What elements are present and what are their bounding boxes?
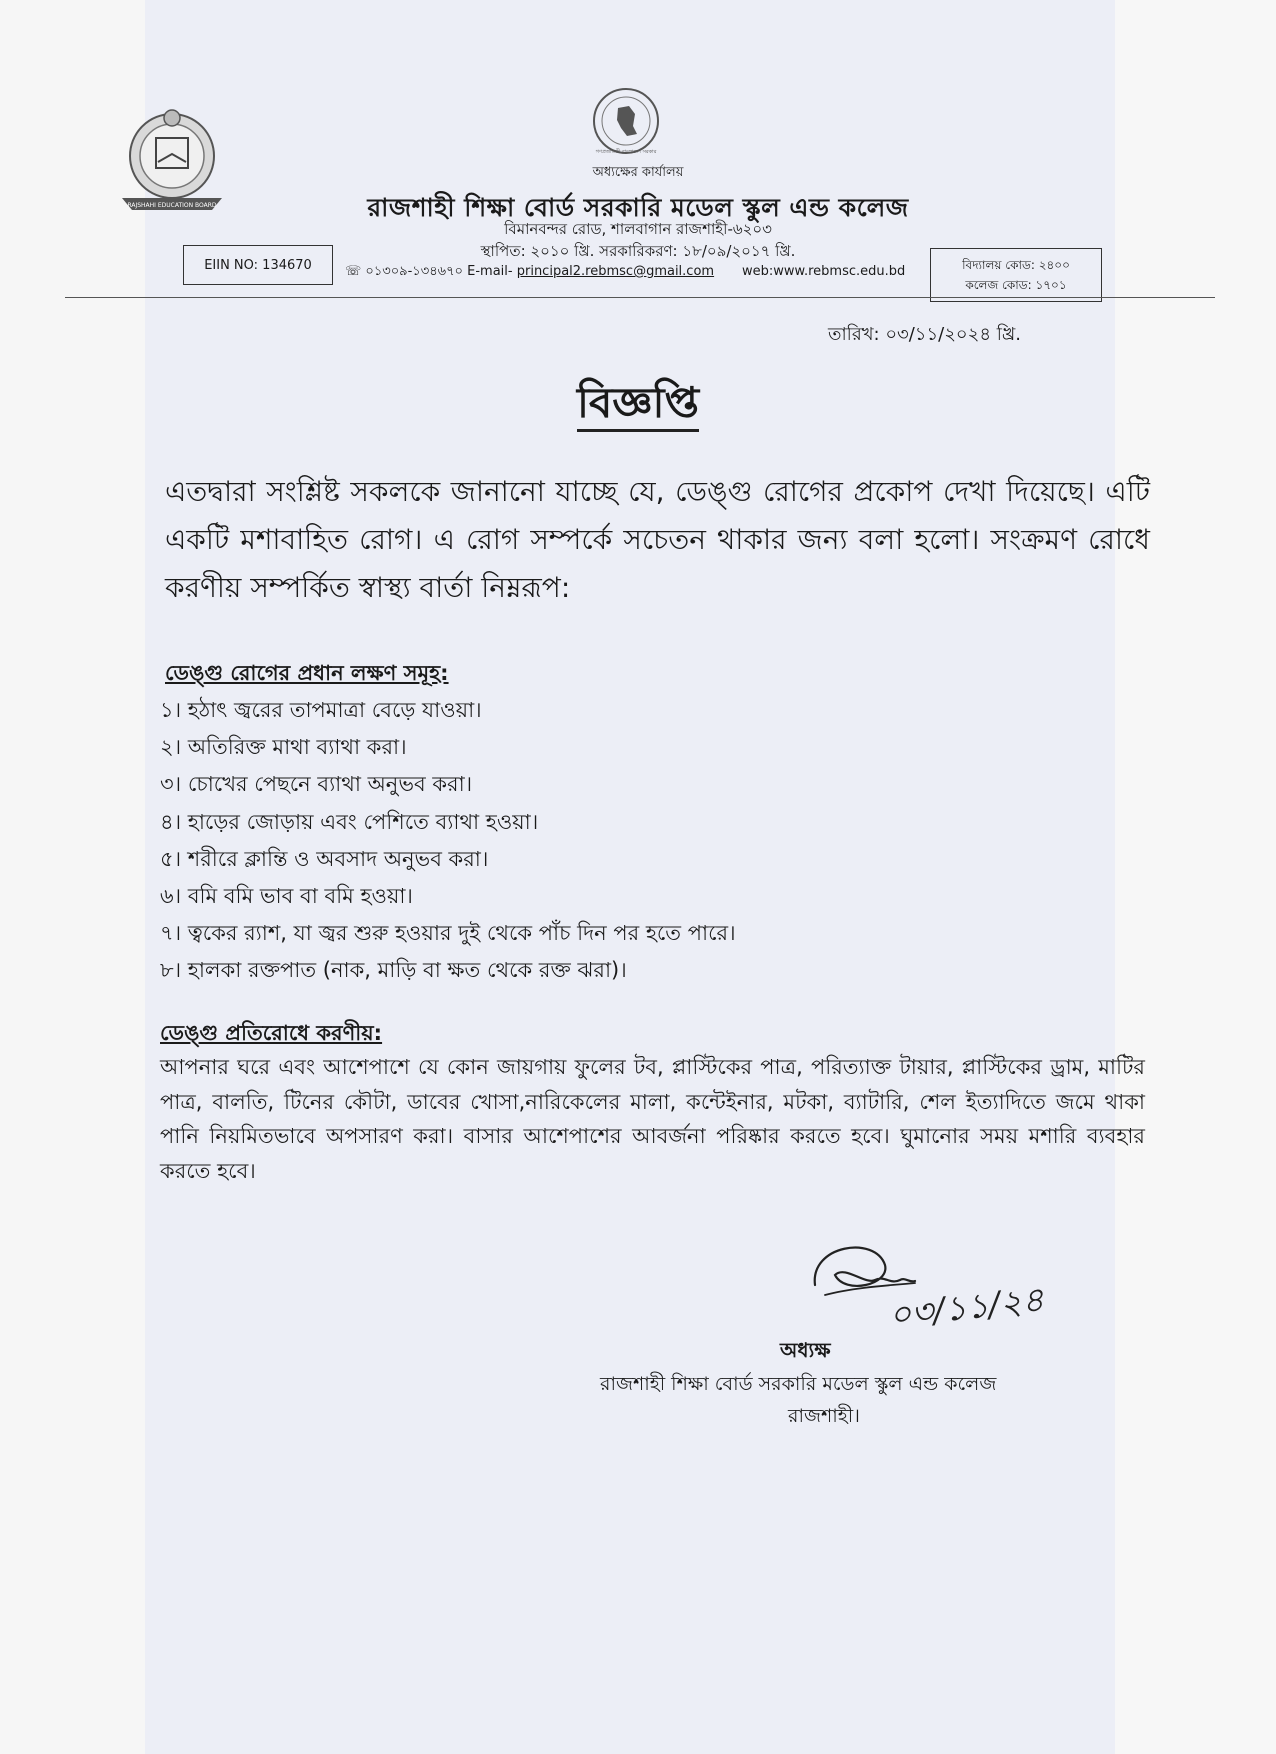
intro-paragraph: এতদ্বারা সংশ্লিষ্ট সকলকে জানানো যাচ্ছে যে, ডেঙ্গু রোগের প্রকোপ দেখা দিয়েছে। এটি একটি মশাবাহিত রোগ। এ রোগ সম্পর্কে সচেতন থাকার জন্য বলা হলো। সংক্রমণ রোধে করণীয় সম্পর্কিত স্বাস্থ্য বার্তা নিম্নরূপ: (165, 475, 1150, 604)
symptoms-heading: ডেঙ্গু রোগের প্রধান লক্ষণ সমূহ: (165, 661, 449, 685)
prevention-heading: ডেঙ্গু প্রতিরোধে করণীয়: (160, 1021, 383, 1045)
svg-text:RAJSHAHI EDUCATION BOARD: RAJSHAHI EDUCATION BOARD (127, 202, 217, 209)
signatory-title: অধ্যক্ষ (780, 1338, 831, 1362)
school-code: বিদ্যালয় কোড: ২৪০০ (962, 258, 1070, 272)
phone-number: ☏ ০১৩০৯-১৩৪৬৭০ (345, 264, 463, 279)
email-link[interactable]: principal2.rebmsc@gmail.com (516, 264, 715, 279)
list-item: ৮। হালকা রক্তপাত (নাক, মাড়ি বা ক্ষত থেকে রক্ত ঝরা)। (160, 958, 627, 983)
school-name: রাজশাহী শিক্ষা বোর্ড সরকারি মডেল স্কুল এন্ড কলেজ (367, 193, 909, 222)
contact-line (345, 262, 714, 283)
eiin-box (183, 245, 333, 285)
header-divider (65, 297, 1215, 298)
signatory-school: রাজশাহী শিক্ষা বোর্ড সরকারি মডেল স্কুল এন্ড কলেজ (600, 1373, 997, 1395)
symptom-list (160, 692, 1060, 990)
office-label: অধ্যক্ষের কার্যালয় (592, 165, 684, 180)
eiin-number: EIIN NO: 134670 (204, 257, 312, 273)
notice-title-text: বিজ্ঞপ্তি (577, 378, 699, 432)
handwritten-signature (805, 1225, 1065, 1345)
prevention-paragraph: আপনার ঘরে এবং আশেপাশে যে কোন জায়গায় ফুলের টব, প্লাস্টিকের পাত্র, পরিত্যাক্ত টায়ার, প্লাস্টিকের ড্রাম, মাটির পাত্র, বালতি, টিনের কৌটা, ডাবের খোসা,নারিকেলের মালা, কন্টেইনার, মটকা, ব্যাটারি, শেল ইত্যাদিতে জমে থাকা পানি নিয়মিতভাবে অপসারণ করা। বাসার আশেপাশের আবর্জনা পরিষ্কার করতে হবে। ঘুমানোর সময় মশারি ব্যবহার করতে হবে। (160, 1055, 1145, 1183)
svg-text:গণপ্রজাতন্ত্রী বাংলাদেশ সরকার: গণপ্রজাতন্ত্রী বাংলাদেশ সরকার (595, 149, 657, 155)
list-item: ৫। শরীরে ক্লান্তি ও অবসাদ অনুভব করা। (160, 846, 489, 871)
list-item: ২। অতিরিক্ত মাথা ব্যাথা করা। (160, 735, 407, 760)
website-link[interactable]: web:www.rebmsc.edu.bd (742, 264, 906, 279)
established-info: স্থাপিত: ২০১০ খ্রি. সরকারিকরণ: ১৮/০৯/২০১৭ খ্রি. (480, 242, 796, 260)
signatory-city: রাজশাহী। (788, 1405, 860, 1427)
institution-code-box (930, 248, 1102, 302)
college-code: কলেজ কোড: ১৭০১ (965, 278, 1067, 292)
svg-text:০৩/১১/২৪: ০৩/১১/২৪ (887, 1279, 1046, 1336)
list-item: ৭। ত্বকের র‍্যাশ, যা জ্বর শুরু হওয়ার দুই থেকে পাঁচ দিন পর হতে পারে। (160, 921, 736, 946)
notice-date: তারিখ: ০৩/১১/২০২৪ খ্রি. (827, 324, 1021, 345)
list-item: ৩। চোখের পেছনে ব্যাথা অনুভব করা। (160, 772, 473, 797)
list-item: ৪। হাড়ের জোড়ায় এবং পেশিতে ব্যাথা হওয়া। (160, 809, 539, 834)
list-item: ৬। বমি বমি ভাব বা বমি হওয়া। (160, 884, 413, 909)
list-item: ১। হঠাৎ জ্বরের তাপমাত্রা বেড়ে যাওয়া। (160, 698, 482, 722)
notice-title (0, 370, 1276, 441)
email-label: E-mail- (467, 264, 513, 279)
government-seal-logo (591, 86, 661, 156)
school-address: বিমানবন্দর রোড, শালবাগান রাজশাহী-৬২০৩ (504, 220, 772, 238)
